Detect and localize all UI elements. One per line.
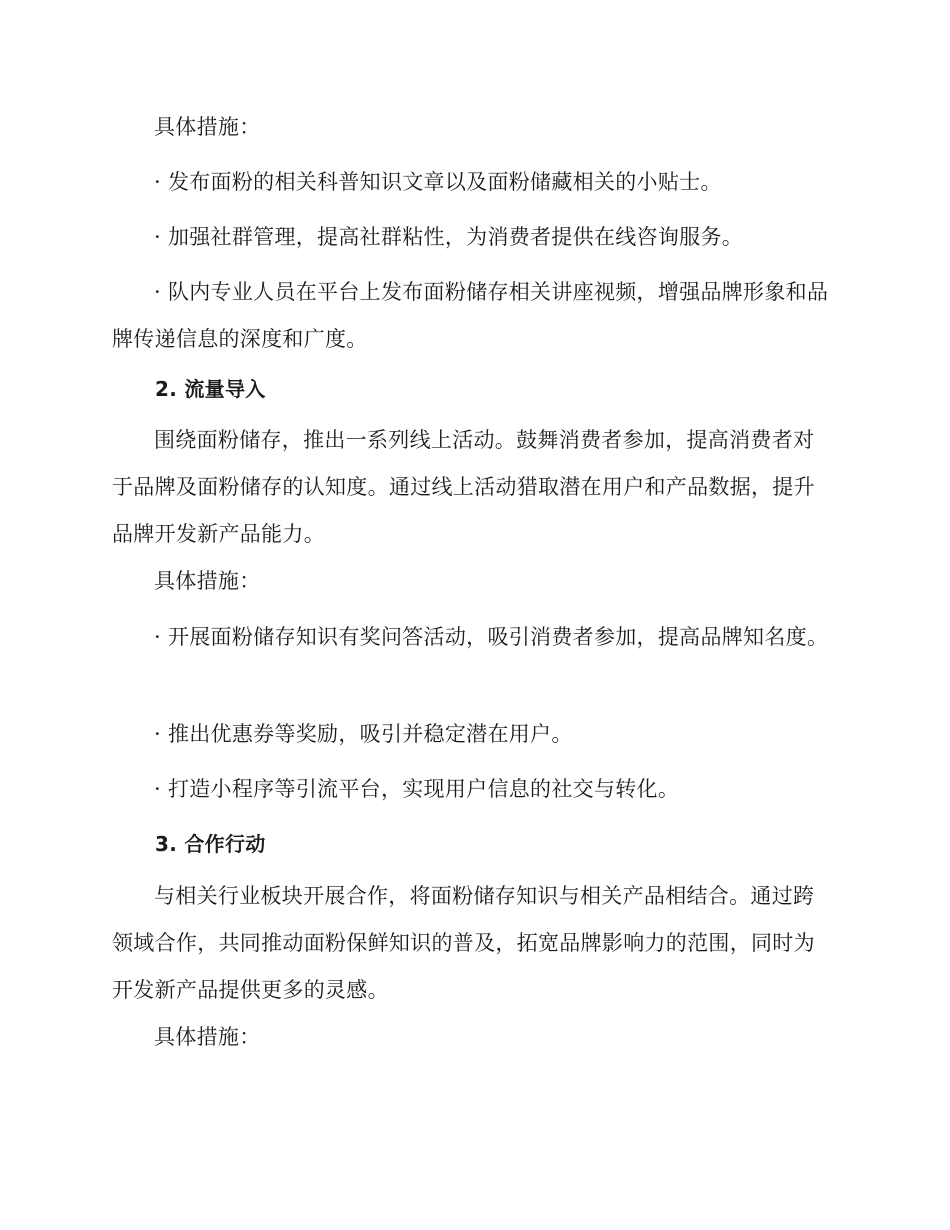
body-paragraph: 与相关行业板块开展合作，将面粉储存知识与相关产品相结合。通过跨领域合作，共同推动面粉保鲜知识的普及，拓宽品牌影响力的范围，同时为开发新产品提供更多的灵感。: [112, 884, 815, 1002]
bullet-item: · 加强社群管理，提高社群粘性，为消费者提供在线咨询服务。: [154, 225, 744, 249]
bullet-item: · 发布面粉的相关科普知识文章以及面粉储藏相关的小贴士。: [154, 170, 722, 194]
measures-label: 具体措施：: [154, 569, 261, 593]
bullet-item: · 开展面粉储存知识有奖问答活动，吸引消费者参加，提高品牌知名度。: [154, 625, 829, 649]
section-heading: 2. 流量导入: [155, 377, 266, 401]
bullet-item: · 打造小程序等引流平台，实现用户信息的社交与转化。: [154, 777, 680, 801]
measures-label: 具体措施：: [154, 115, 261, 139]
measures-label: 具体措施：: [154, 1025, 261, 1049]
body-paragraph: 围绕面粉储存，推出一系列线上活动。鼓舞消费者参加，提高消费者对于品牌及面粉储存的认知度。通过线上活动猎取潜在用户和产品数据，提升品牌开发新产品能力。: [112, 428, 815, 546]
bullet-item: · 队内专业人员在平台上发布面粉储存相关讲座视频，增强品牌形象和品牌传递信息的深度和广度。: [112, 280, 829, 351]
section-heading: 3. 合作行动: [155, 832, 266, 856]
bullet-item: · 推出优惠券等奖励，吸引并稳定潜在用户。: [154, 722, 573, 746]
